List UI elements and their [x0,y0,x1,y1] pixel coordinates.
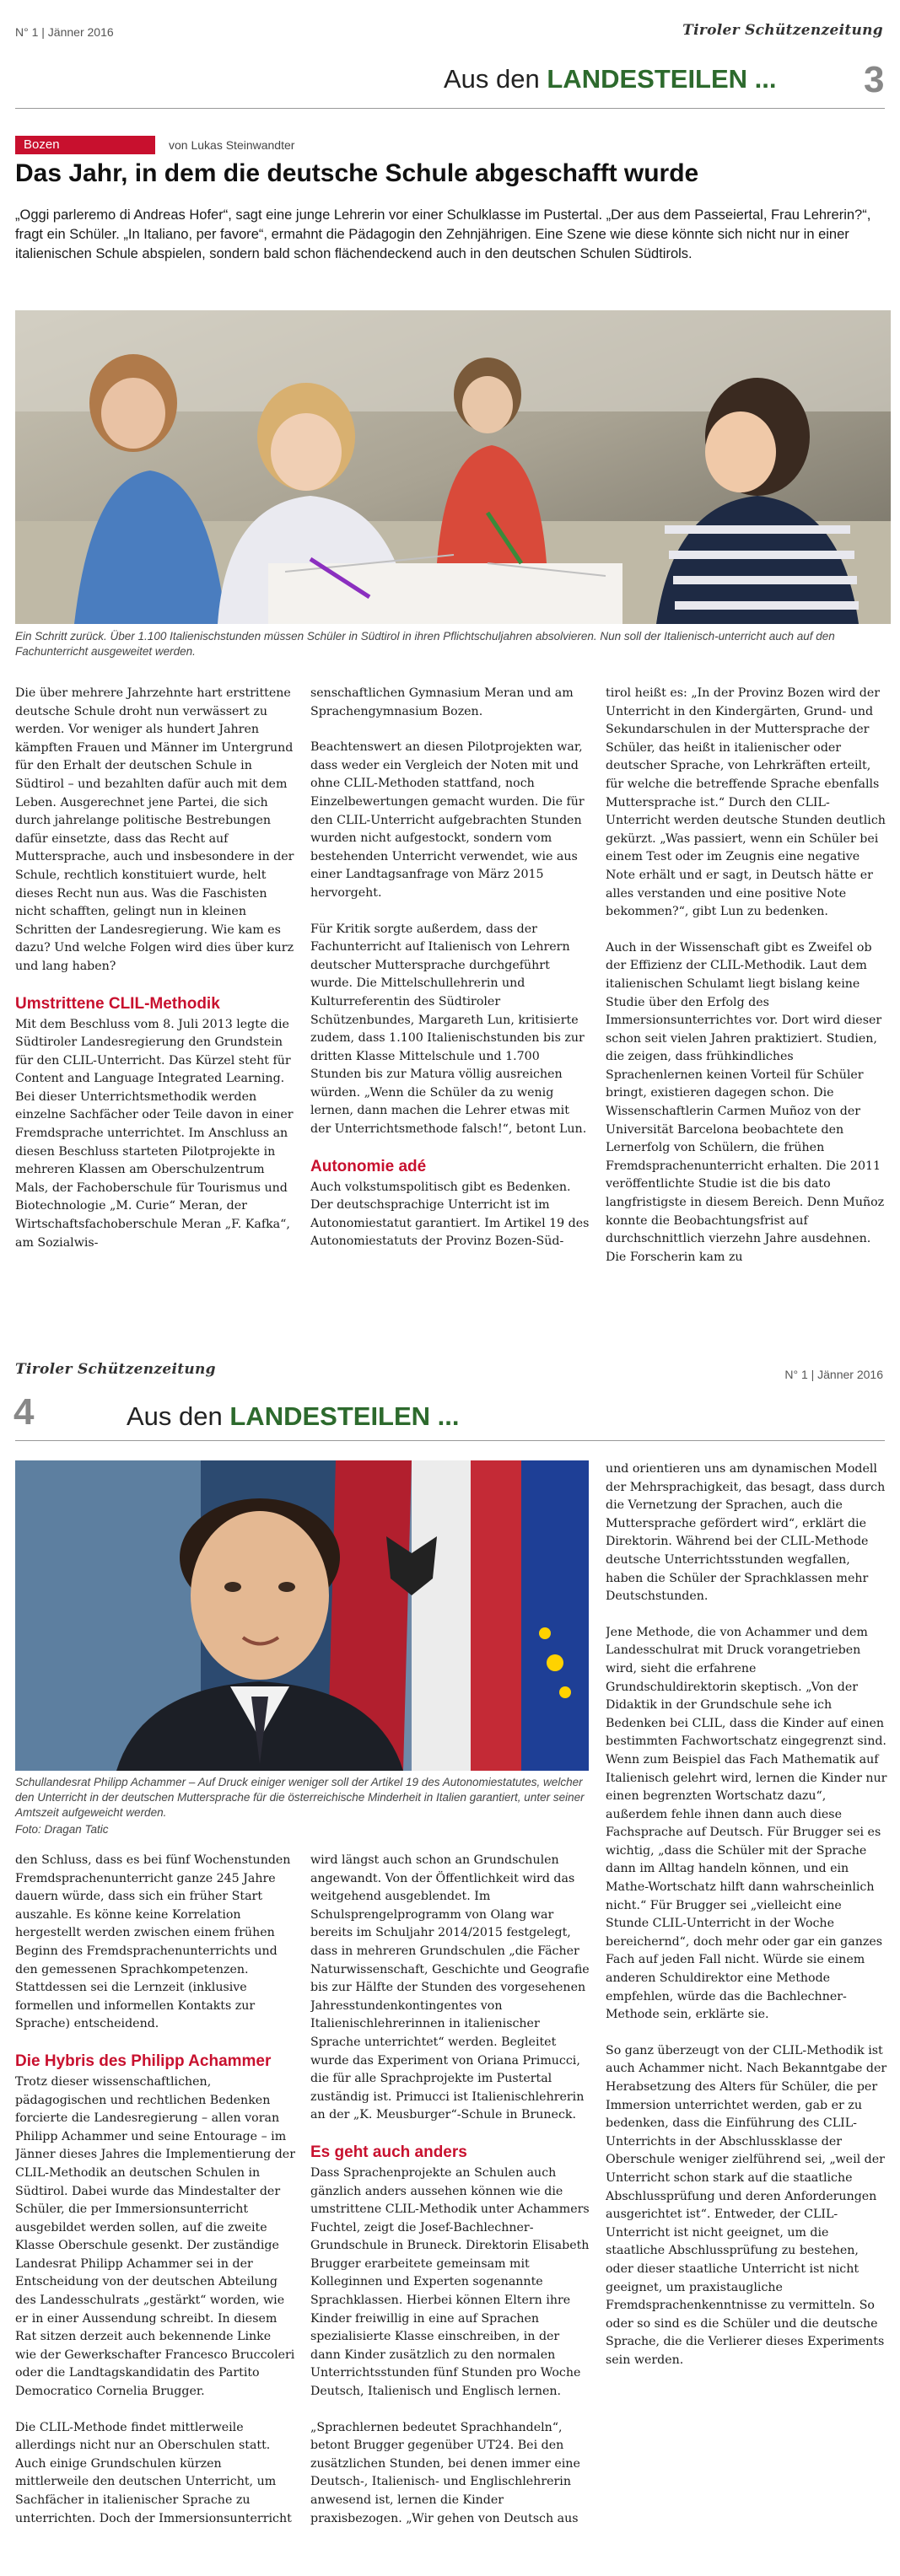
paragraph: Die CLIL-Methode findet mittlerweile allerdings nicht nur an Oberschulen statt. Auch einige Grundschulen kürzen mittlerweile den deutschen Unterricht, um Sachfächer in italienischer Sprache zu unterrichten. Doch der Immersionsunterricht [15,2420,292,2525]
column-3 [606,1460,887,2573]
masthead: Tiroler Schützenzeitung [15,1361,216,1378]
subheading: Die Hybris des Philipp Achammer [15,2052,272,2070]
classroom-illustration [15,310,891,624]
paragraph: wird längst auch schon an Grundschulen angewandt. Von der Öffentlichkeit wird das weitgehend ausgeblendet. Im Schulsprengelprogramm von Olang war bereits im Schuljahr 2014/2015 festgelegt, dass in mehreren Grundschulen „die Fächer Naturwissenschaft, Geschichte und Geografie bis zur Hälfte der Stunden des vorgesehenen Jahresstundenkontingentes von Italienischlehrerinnen in italienischer Sprache unterrichtet“ werden. Begleitet wurde das Experiment von Oriana Primucci, die für alle Sprachprojekte im Pustertal zuständig ist. Primucci ist Italienischlehrerin an der „K. Meusburger“-Schule in Bruneck. [310,1853,590,2122]
article-headline: Das Jahr, in dem die deutsche Schule abgeschafft wurde [15,159,699,187]
section-prefix: Aus den [444,64,547,94]
article-lead: „Oggi parleremo di Andreas Hofer“, sagt eine junge Lehrerin vor einer Schulklasse im Pustertal. „Der aus dem Passeiertal, Frau Lehrerin?“, fragt ein Schüler. „In Italiano, per favore“, ermahnt die Pädagogin den Zehnjährigen. Eine Szene wie diese könnte sich nicht nur in einer italienischen Schule abspielen, sondern bald schon flächendeckend auch in den deutschen Schulen Südtirols. [15,207,871,261]
column-2 [310,1852,590,2573]
section-rule [15,108,885,109]
masthead: Tiroler Schützenzeitung [682,22,883,39]
paragraph: Jene Methode, die von Achammer und dem Landesschulrat mit Druck vorangetrieben wird, sieht die erfahrene Grundschuldirektorin skeptisch. „Von der Didaktik in der Grundschule sehe ich Bedenken bei CLIL, dass die Kinder auf einen bestimmten Fachwortschatz eingegrenzt sind. Wenn zum Beispiel das Fach Mathematik auf Italienisch gelehrt wird, lernen die Kinder nur einen begrenzten Wortschatz dazu“, außerdem fehle ihnen dann auch diese Fachsprache auf Deutsch. Für Brugger sei es wichtig, „dass die Schüler mit der Sprache dann im Alltag handeln können, und ein Mathe-Wortschatz hilft dann wahrscheinlich nicht.“ Für Brugger sei „vielleicht eine Stunde CLIL-Unterricht in der Woche bereichernd“, doch mehr oder gar ein ganzes Fach auf jeden Fall nicht. Würde sie einem anderen Schuldirektor eine Methode empfehlen, würde das die Bachlechner-Methode sein, erklärte sie. [606,1625,887,2022]
paragraph: Die über mehrere Jahrzehnte hart erstrittene deutsche Schule droht nun verwässert zu werden. Vor weniger als hundert Jahren kämpften Frauen und Männer im Untergrund für den Erhalt der deutschen Schule in Südtirol – und bezahlten dafür auch mit dem Leben. Ausgerechnet jene Partei, die sich durch jahrelange politische Bestrebungen dafür einsetzte, dass das Recht auf Muttersprache, auch und insbesondere in der Schule, rechtlich konstituiert wurde, helt dieses Recht nun aus. Was die Faschisten nicht schafften, gelingt nun in kleinen Schritten der Landesregierung. Wie kam es dazu? Und welche Folgen wird dies über kurz und lang haben? [15,686,294,973]
paragraph: Auch in der Wissenschaft gibt es Zweifel ob der Effizienz der CLIL-Methodik. Laut dem italienischen Schulamt liegt bislang keine Studie über den Erfolg des Immersionsunterrichtes vor. Dort wird dieser schon seit vielen Jahren praktiziert. Studien, die zeigen, dass frühkindliches Sprachenlernen keinen Vorteil für Schüler bringt, existieren dagegen schon. Die Wissenschaftlerin Carmen Muñoz von der Universität Barcelona beobachtete den Lernerfolg von Schülern, die frühen Fremdsprachenunterricht erhalten. Die 2011 veröffentlichte Studie ist die bis dato langfristigste in diesem Bereich. Denn Muñoz konnte die Beobachtungsfrist auf durchschnittlich vierzehn Jahre ausdehnen. Die Forscherin kam zu [606,940,885,1264]
region-tag: Bozen [15,136,155,154]
paragraph: Dass Sprachenprojekte an Schulen auch gänzlich anders aussehen können wie die umstrittene CLIL-Methodik unter Achammers Fuchtel, zeigt die Josef-Bachlechner-Grundschule in Bruneck. Direktorin Elisabeth Brugger erarbeitete gemeinsam mit Kolleginnen und Experten sogenannte Sprachklassen. Hierbei können Eltern ihre Kinder freiwillig in eine auf Sprachen spezialisierte Klasse einschreiben, in der dann Kinder zusätzlich zu den normalen Unterrichtsstunden fünf Stunden pro Woche Deutsch, Italienisch und Englisch lernen. [310,2165,590,2399]
subheading: Es geht auch anders [310,2143,467,2161]
issue-info: N° 1 | Jänner 2016 [784,1368,883,1381]
column-3 [606,685,887,1347]
byline: von Lukas Steinwandter [169,138,295,152]
issue-info: N° 1 | Jänner 2016 [15,25,114,39]
section-highlight: LANDESTEILEN ... [229,1401,460,1431]
photo-caption: Schullandesrat Philipp Achammer – Auf Druck einiger weniger soll der Artikel 19 des Autonomiestatutes, welcher den Unterricht in der deutschen Muttersprache für die österreichische Minderheit in Italien garantiert, unter seiner Amtszeit aufgeweicht werden. [15,1776,585,1819]
section-highlight: LANDESTEILEN ... [547,64,777,94]
section-heading [444,64,777,94]
classroom-photo [15,310,891,624]
subheading: Umstrittene CLIL-Methodik [15,994,220,1013]
portrait-illustration [15,1460,589,1771]
portrait-photo [15,1460,589,1771]
paragraph: Auch volkstumspolitisch gibt es Bedenken. Der deutschsprachige Unterricht ist im Autonomiestatut garantiert. Im Artikel 19 des Autonomiestatuts der Provinz Bozen-Süd- [310,1180,590,1249]
page-4 [0,1349,900,2576]
page-number: 3 [864,59,885,100]
section-rule [15,1440,885,1441]
paragraph: den Schluss, dass es bei fünf Wochenstunden Fremdsprachenunterricht ganze 245 Jahre dauern würde, dass sich ein früher Start auszahle. Es könne keine Korrelation hergestellt werden zwischen einem frühen Beginn des Fremdsprachenunterrichts und den gemessenen Sprachkompetenzen. Stattdessen sei die Lernzeit (inklusive formellen und informellen Kontakts zur Sprache) entscheidend. [15,1853,291,2031]
paragraph: und orientieren uns am dynamischen Modell der Mehrsprachigkeit, das besagt, dass durch die Vernetzung der Sprachen, auch die Muttersprache gefördert wird“, erklärt die Direktorin. Während bei der CLIL-Methode deutsche Unterrichtsstunden wegfallen, haben die Schüler der Sprachklassen mehr Deutschstunden. [606,1462,886,1604]
photo-credit: Foto: Dragan Tatic [15,1823,109,1836]
column-1 [15,685,295,1347]
paragraph: „Sprachlernen bedeutet Sprachhandeln“, betont Brugger gegenüber UT24. Bei den zusätzlichen Stunden, bei denen immer eine Deutsch-, Italienisch- und Englischlehrerin anwesend ist, lernen die Kinder praxisbezogen. „Wir gehen von Deutsch aus [310,2420,580,2525]
subheading: Autonomie adé [310,1157,427,1175]
paragraph: Mit dem Beschluss vom 8. Juli 2013 legte die Südtiroler Landesregierung den Grundstein für den CLIL-Unterricht. Das Kürzel steht für Content and Language Integrated Learning. Bei dieser Unterrichtsmethodik werden einzelne Sachfächer oder Teile davon in einer Fremdsprache unterrichtet. Im Anschluss an diesen Beschluss starteten Pilotprojekte in mehreren Klassen am Oberschulzentrum Mals, der Fachoberschule für Tourismus und Biotechnologie „M. Curie“ Meran, der Wirtschaftsfachoberschule Meran „F. Kafka“, am Sozialwis- [15,1017,294,1250]
paragraph: Trotz dieser wissenschaftlichen, pädagogischen und rechtlichen Bedenken forcierte die Landesregierung – allen voran Philipp Achammer und seine Entourage – im Jänner dieses Jahres die Implementierung der CLIL-Methodik an deutschen Schulen in Südtirol. Dabei wurde das Mindestalter der Schüler, die per Immersionsunterricht ausgebildet werden sollen, auf die zweite Klasse Oberschule gesenkt. Der zuständige Landesrat Philipp Achammer sei in der Entscheidung von der deutschen Abteilung des Landesschulrats „gestärkt“ worden, wie er in einer Aussendung schreibt. In diesem Rat sitzen derzeit auch bekennende Linke wie der Gewerkschafter Francesco Bruccoleri oder die Landtagskandidatin des Partito Democratico Cornelia Brugger. [15,2074,295,2399]
page-number: 4 [13,1391,35,1433]
column-2 [310,685,590,1347]
section-prefix: Aus den [127,1401,230,1431]
paragraph: Beachtenswert an diesen Pilotprojekten war, dass weder ein Vergleich der Noten mit und ohne CLIL-Methoden stattfand, noch Einzelbewertungen gemacht wurden. Die für den CLIL-Unterricht aufgebrachten Stunden wurden nicht aufgestockt, sondern vom bestehenden Unterricht verwendet, wie aus einer Landtagsanfrage von März 2015 hervorgeht. [310,740,585,900]
column-1 [15,1852,295,2573]
section-heading [127,1401,460,1432]
paragraph: So ganz überzeugt von der CLIL-Methodik ist auch Achammer nicht. Nach Bekanntgabe der Herabsetzung des Alters für Schüler, die per Immersion unterrichtet werden, gab er zu bedenken, dass die Einführung des CLIL-Unterrichts in der Abschlussklasse der Oberschule weniger zielführend sei, „weil der Unterricht schon stark auf die staatliche Abschlussprüfung und deren Anforderungen ausgerichtet ist“. Entweder, der CLIL-Unterricht ist nicht geeignet, um die staatliche Abschlussprüfung zu bestehen, oder dieser staatliche Unterricht ist nicht geeignet, um praxistaugliche Fremdsprachenkenntnisse zu vermitteln. So oder so sind es die Schüler und die deutsche Sprache, die die Verlierer dieses Experiments sein werden. [606,2043,887,2367]
paragraph: senschaftlichen Gymnasium Meran und am Sprachengymnasium Bozen. [310,686,574,718]
paragraph: Für Kritik sorgte außerdem, dass der Fachunterricht auf Italienisch von Lehrern deutscher Muttersprache durchgeführt wurde. Die Mittelschullehrerin und Kulturreferentin des Südtiroler Schützenbundes, Margareth Lun, kritisierte zudem, dass 1.100 Italienischstunden bis zur dritten Klasse Mittelschule und 1.700 Stunden bis zur Matura völlig ausreichen würden. „Wenn die Schüler da zu wenig lernen, dann machen die Lehrer etwas mit der Unterrichtsmethode falsch!“, betont Lun. [310,922,587,1137]
photo-caption: Ein Schritt zurück. Über 1.100 Italienischstunden müssen Schüler in Südtirol in ihren Pflichtschuljahren absolvieren. Nun soll der Italienisch-unterricht auch auf den Fachunterricht ausgeweitet werden. [15,630,835,658]
paragraph: tirol heißt es: „In der Provinz Bozen wird der Unterricht in den Kindergärten, Grund- und Sekundarschulen in der Muttersprache der Schüler, das heißt in italienischer oder deutscher Sprache, von Lehrkräften erteilt, für welche die betreffende Sprache ebenfalls Muttersprache ist.“ Durch den CLIL-Unterricht werden deutsche Stunden deutlich gekürzt. „Was passiert, wenn ein Schüler bei einem Test oder im Zeugnis eine negative Note erhält und er sagt, in Deutsch hätte er alles verstanden und eine positive Note bekommen?“, gibt Lun zu bedenken. [606,686,886,919]
